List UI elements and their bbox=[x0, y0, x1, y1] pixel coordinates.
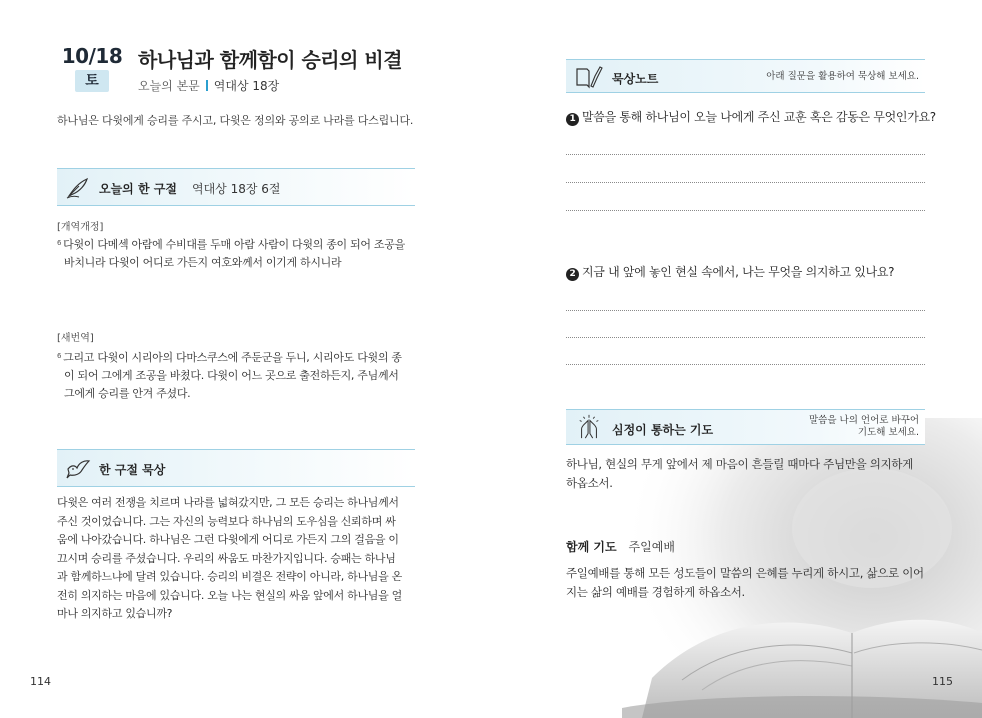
verse-line: $^6$ 다윗이 다메섹 아람에 수비대를 두매 아람 사람이 다윗의 종이 되어 조공을 bbox=[57, 238, 405, 251]
note-section-hint: 아래 질문을 활용하여 묵상해 보세요. bbox=[766, 71, 919, 82]
book-pen-icon bbox=[575, 64, 603, 90]
question-number: 2 bbox=[566, 268, 579, 281]
prayer-text bbox=[566, 455, 931, 493]
day-of-week: 토 bbox=[75, 70, 109, 92]
together-prayer-label: 함께 기도 bbox=[566, 540, 617, 554]
writing-line[interactable] bbox=[566, 364, 925, 365]
verse-text bbox=[57, 234, 417, 272]
writing-line[interactable] bbox=[566, 154, 925, 155]
meditation-text bbox=[57, 494, 419, 624]
text-line: 하나님, 현실의 무게 앞에서 제 마음이 흔들릴 때마다 주님만을 의지하게 bbox=[566, 457, 914, 471]
question-text: 말씀을 통해 하나님이 오늘 나에게 주신 교훈 혹은 감동은 무엇인가요? bbox=[582, 110, 936, 124]
right-page bbox=[491, 0, 982, 718]
text-line: 지는 삶의 예배를 경험하게 하옵소서. bbox=[566, 585, 745, 599]
todays-reading bbox=[138, 77, 279, 94]
page-number: 115 bbox=[932, 675, 953, 688]
prayer-section-header bbox=[566, 409, 925, 445]
verse-section-header bbox=[57, 168, 415, 206]
reading-ref: 역대상 18장 bbox=[213, 79, 280, 93]
verse-line: 이 되어 그에게 조공을 바쳤다. 다윗이 어느 곳으로 출전하든지, 주님께서 bbox=[64, 369, 399, 382]
meditation-section-label: 한 구절 묵상 bbox=[99, 463, 166, 477]
question-1 bbox=[566, 108, 936, 126]
together-prayer-text bbox=[566, 564, 931, 602]
page-number: 114 bbox=[30, 675, 51, 688]
verse-line: 바치니라 다윗이 어디로 가든지 여호와께서 이기게 하시니라 bbox=[64, 256, 342, 269]
question-2 bbox=[566, 263, 894, 281]
verse-line: 그에게 승리를 안겨 주셨다. bbox=[64, 387, 191, 400]
verse-number: 6 bbox=[57, 352, 62, 360]
date: 10/18 bbox=[61, 44, 123, 68]
page-title: 하나님과 함께함이 승리의 비결 bbox=[138, 48, 403, 72]
text-line: 하옵소서. bbox=[566, 476, 613, 490]
writing-line[interactable] bbox=[566, 337, 925, 338]
text-line: 과 함께하느냐에 달려 있습니다. 승리의 비결은 전략이 아니라, 하나님을 온 bbox=[57, 570, 402, 583]
divider bbox=[206, 80, 208, 91]
text-line: 전히 의지하는 마음에 있습니다. 오늘 나는 현실의 싸움 앞에서 하나님을 얼 bbox=[57, 588, 402, 602]
note-section-header bbox=[566, 59, 925, 93]
writing-line[interactable] bbox=[566, 182, 925, 183]
question-number: 1 bbox=[566, 113, 579, 126]
date-badge bbox=[60, 44, 124, 96]
text-line: 다윗은 여러 전쟁을 치르며 나라를 넓혀갔지만, 그 모든 승리는 하나님께서 bbox=[57, 496, 399, 509]
version-label: [새번역] bbox=[57, 333, 94, 344]
writing-line[interactable] bbox=[566, 210, 925, 211]
prayer-section-hint: 말씀을 나의 언어로 바꾸어 기도해 보세요. bbox=[808, 415, 919, 438]
together-prayer-topic: 주일예배 bbox=[628, 540, 675, 554]
dove-icon bbox=[65, 457, 91, 481]
text-line: 주일예배를 통해 모든 성도들이 말씀의 은혜를 누리게 하시고, 삶으로 이어 bbox=[566, 566, 924, 580]
text-line: 마나 의지하고 있습니까? bbox=[57, 607, 173, 620]
feather-pen-icon bbox=[65, 176, 91, 200]
verse-line: $^6$ 그리고 다윗이 시리아의 다마스쿠스에 주둔군을 두니, 시리아도 다윗의 종 bbox=[57, 351, 402, 364]
note-section-label: 묵상노트 bbox=[612, 72, 659, 86]
version-label: [개역개정] bbox=[57, 222, 104, 233]
verse-section-label: 오늘의 한 구절 bbox=[99, 182, 177, 196]
together-prayer-heading bbox=[566, 538, 675, 555]
writing-line[interactable] bbox=[566, 310, 925, 311]
meditation-section-header bbox=[57, 449, 415, 487]
text-line: 움에 나아갔습니다. 하나님은 그런 다윗에게 어디로 가든지 그의 걸음을 이 bbox=[57, 533, 399, 546]
summary: 하나님은 다윗에게 승리를 주시고, 다윗은 정의와 공의로 나라를 다스립니다. bbox=[57, 114, 414, 127]
text-line: 끄시며 승리를 주셨습니다. 우리의 싸움도 마찬가지입니다. 승패는 하나님 bbox=[57, 551, 396, 565]
verse-section-ref: 역대상 18장 6절 bbox=[192, 182, 281, 196]
question-text: 지금 내 앞에 놓인 현실 속에서, 나는 무엇을 의지하고 있나요? bbox=[582, 265, 895, 279]
text-line: 주신 것이었습니다. 그는 자신의 능력보다 하나님의 도우심을 신뢰하며 싸 bbox=[57, 514, 396, 528]
verse-text bbox=[57, 347, 417, 403]
verse-number: 6 bbox=[57, 239, 62, 247]
reading-label: 오늘의 본문 bbox=[138, 79, 200, 93]
praying-hands-icon bbox=[575, 414, 603, 440]
prayer-section-label: 심정이 통하는 기도 bbox=[612, 423, 714, 437]
